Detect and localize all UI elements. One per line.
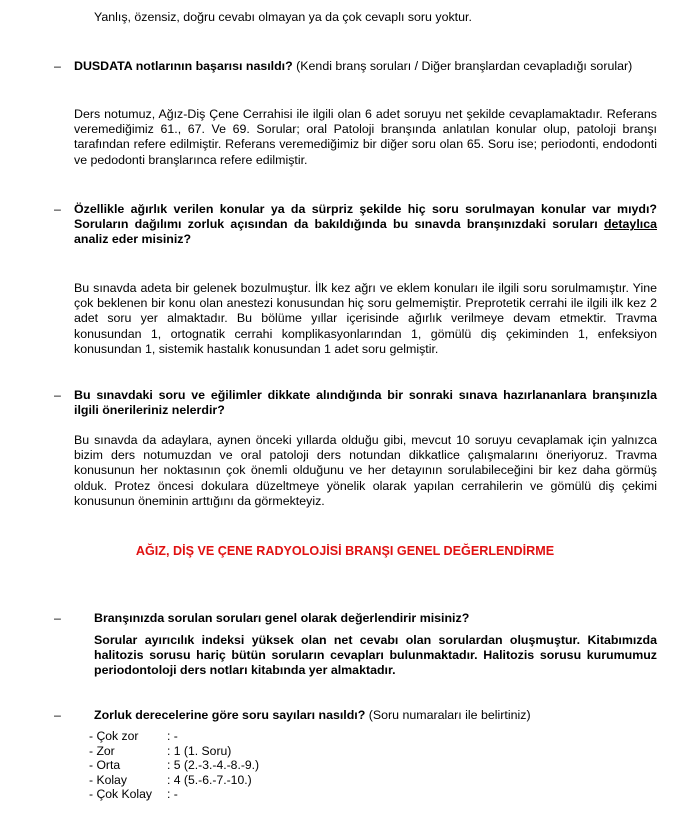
bullet-dash: – bbox=[54, 708, 61, 722]
question-dusdata-note: (Kendi branş soruları / Diğer branşlardan cevapladığı sorular) bbox=[292, 59, 633, 73]
bullet-dash: – bbox=[54, 59, 61, 73]
question-dusdata-bold: DUSDATA notlarının başarısı nasıldı? bbox=[74, 59, 293, 73]
question-difficulty-note: (Soru numaraları ile belirtiniz) bbox=[365, 708, 531, 722]
question-general: Branşınızda sorulan soruları genel olarak değerlendirir misiniz? bbox=[94, 611, 470, 625]
difficulty-value: : 4 (5.-6.-7.-10.) bbox=[167, 772, 252, 787]
section-heading: AĞIZ, DİŞ VE ÇENE RADYOLOJİSİ BRANŞI GENEL DEĞERLENDİRME bbox=[135, 544, 555, 558]
difficulty-value: : 1 (1. Soru) bbox=[167, 743, 232, 758]
question-topics bbox=[74, 202, 657, 248]
bullet-dash: – bbox=[54, 202, 61, 216]
answer-recommendations: Bu sınavda da adaylara, aynen önceki yıllarda olduğu gibi, mevcut 10 soruyu cevaplamak için yalnızca bizim ders notumuzdan ve oral patoloji ders notundan dikkatlice çalışmalarını öneriyoruz. Travma konusunun her noktasının çok önemli olduğunu ve her detayının sorulabileceğini bir kez daha görmüş olduk. Protez öncesi dokulara düzeltmeye yönelik olarak yapılan cerrahilerin ve gömülü diş çekimi konusunun öneminin arttığını da görmekteyiz. bbox=[74, 433, 657, 508]
difficulty-label: - Çok zor bbox=[89, 729, 139, 743]
intro-line: Yanlış, özensiz, doğru cevabı olmayan ya da çok cevaplı soru yoktur. bbox=[94, 10, 472, 24]
difficulty-table bbox=[89, 729, 259, 802]
question-topics-end: analiz eder misiniz? bbox=[74, 232, 192, 247]
difficulty-label: - Zor bbox=[89, 743, 115, 758]
question-topics-underlined: detaylıca bbox=[603, 217, 657, 232]
answer-general: Sorular ayırıcılık indeksi yüksek olan net cevabı olan sorulardan oluşmuştur. Kitabımızda halitozis sorusu hariç bütün soruların cevapları bulunmaktadır. Halitozis sorusu kurumumuz periodontoloji ders notları kitabında yer almaktadır. bbox=[94, 633, 657, 678]
question-dusdata bbox=[74, 59, 632, 73]
difficulty-row bbox=[89, 729, 259, 744]
difficulty-label: - Çok Kolay bbox=[89, 787, 152, 802]
question-recommendations: Bu sınavdaki soru ve eğilimler dikkate alındığında bir sonraki sınava hazırlananlara branşınızla ilgili önerileriniz nelerdir? bbox=[74, 388, 657, 418]
difficulty-row bbox=[89, 773, 259, 788]
difficulty-row bbox=[89, 744, 259, 759]
difficulty-row bbox=[89, 787, 259, 802]
answer-dusdata: Ders notumuz, Ağız-Diş Çene Cerrahisi ile ilgili olan 6 adet soruyu net şekilde cevaplamaktadır. Referans veremediğimiz 61., 67. Ve 69. Sorular; oral Patoloji branşında anlatılan konular olup, patoloji branşı tarafından refere edilmiştir. Referans veremediğimiz bir diğer soru olan 65. Soru ise; periodonti, endodonti ve pedodonti branşlarınca refere edilmiştir. bbox=[74, 107, 657, 167]
difficulty-row bbox=[89, 758, 259, 773]
question-difficulty bbox=[94, 708, 531, 722]
difficulty-label: - Orta bbox=[89, 758, 121, 773]
question-topics-text: Özellikle ağırlık verilen konular ya da sürpriz şekilde hiç soru sorulmayan konular var mıydı? Soruların dağılımı zorluk açısından da bakıldığında bu sınavda branşınızdaki soruları bbox=[74, 202, 657, 232]
answer-topics: Bu sınavda adeta bir gelenek bozulmuştur. İlk kez ağrı ve eklem konuları ile ilgili soru sorulmamıştır. Yine çok beklenen bir konu olan anestezi konusundan hiç soru gelmemiştir. Preprotetik cerrahi ile ilgili ilk kez 2 adet soru yer almaktadır. Bu bölüme yıllar içerisinde ağırlık verilmeye devam etmektir. Travma konusundan 1, ortognatik cerrahi komplikasyonlarından 1, gömülü diş çekiminden 1, enfeksiyon konusundan 1, sistemik hastalık konusundan 1 adet soru gelmiştir. bbox=[74, 281, 657, 356]
difficulty-value: : - bbox=[167, 729, 178, 743]
bullet-dash: – bbox=[54, 611, 61, 625]
bullet-dash: – bbox=[54, 388, 61, 402]
difficulty-value: : - bbox=[167, 787, 178, 802]
difficulty-value: : 5 (2.-3.-4.-8.-9.) bbox=[167, 758, 260, 773]
difficulty-label: - Kolay bbox=[89, 772, 127, 787]
question-difficulty-bold: Zorluk derecelerine göre soru sayıları nasıldı? bbox=[94, 708, 366, 722]
